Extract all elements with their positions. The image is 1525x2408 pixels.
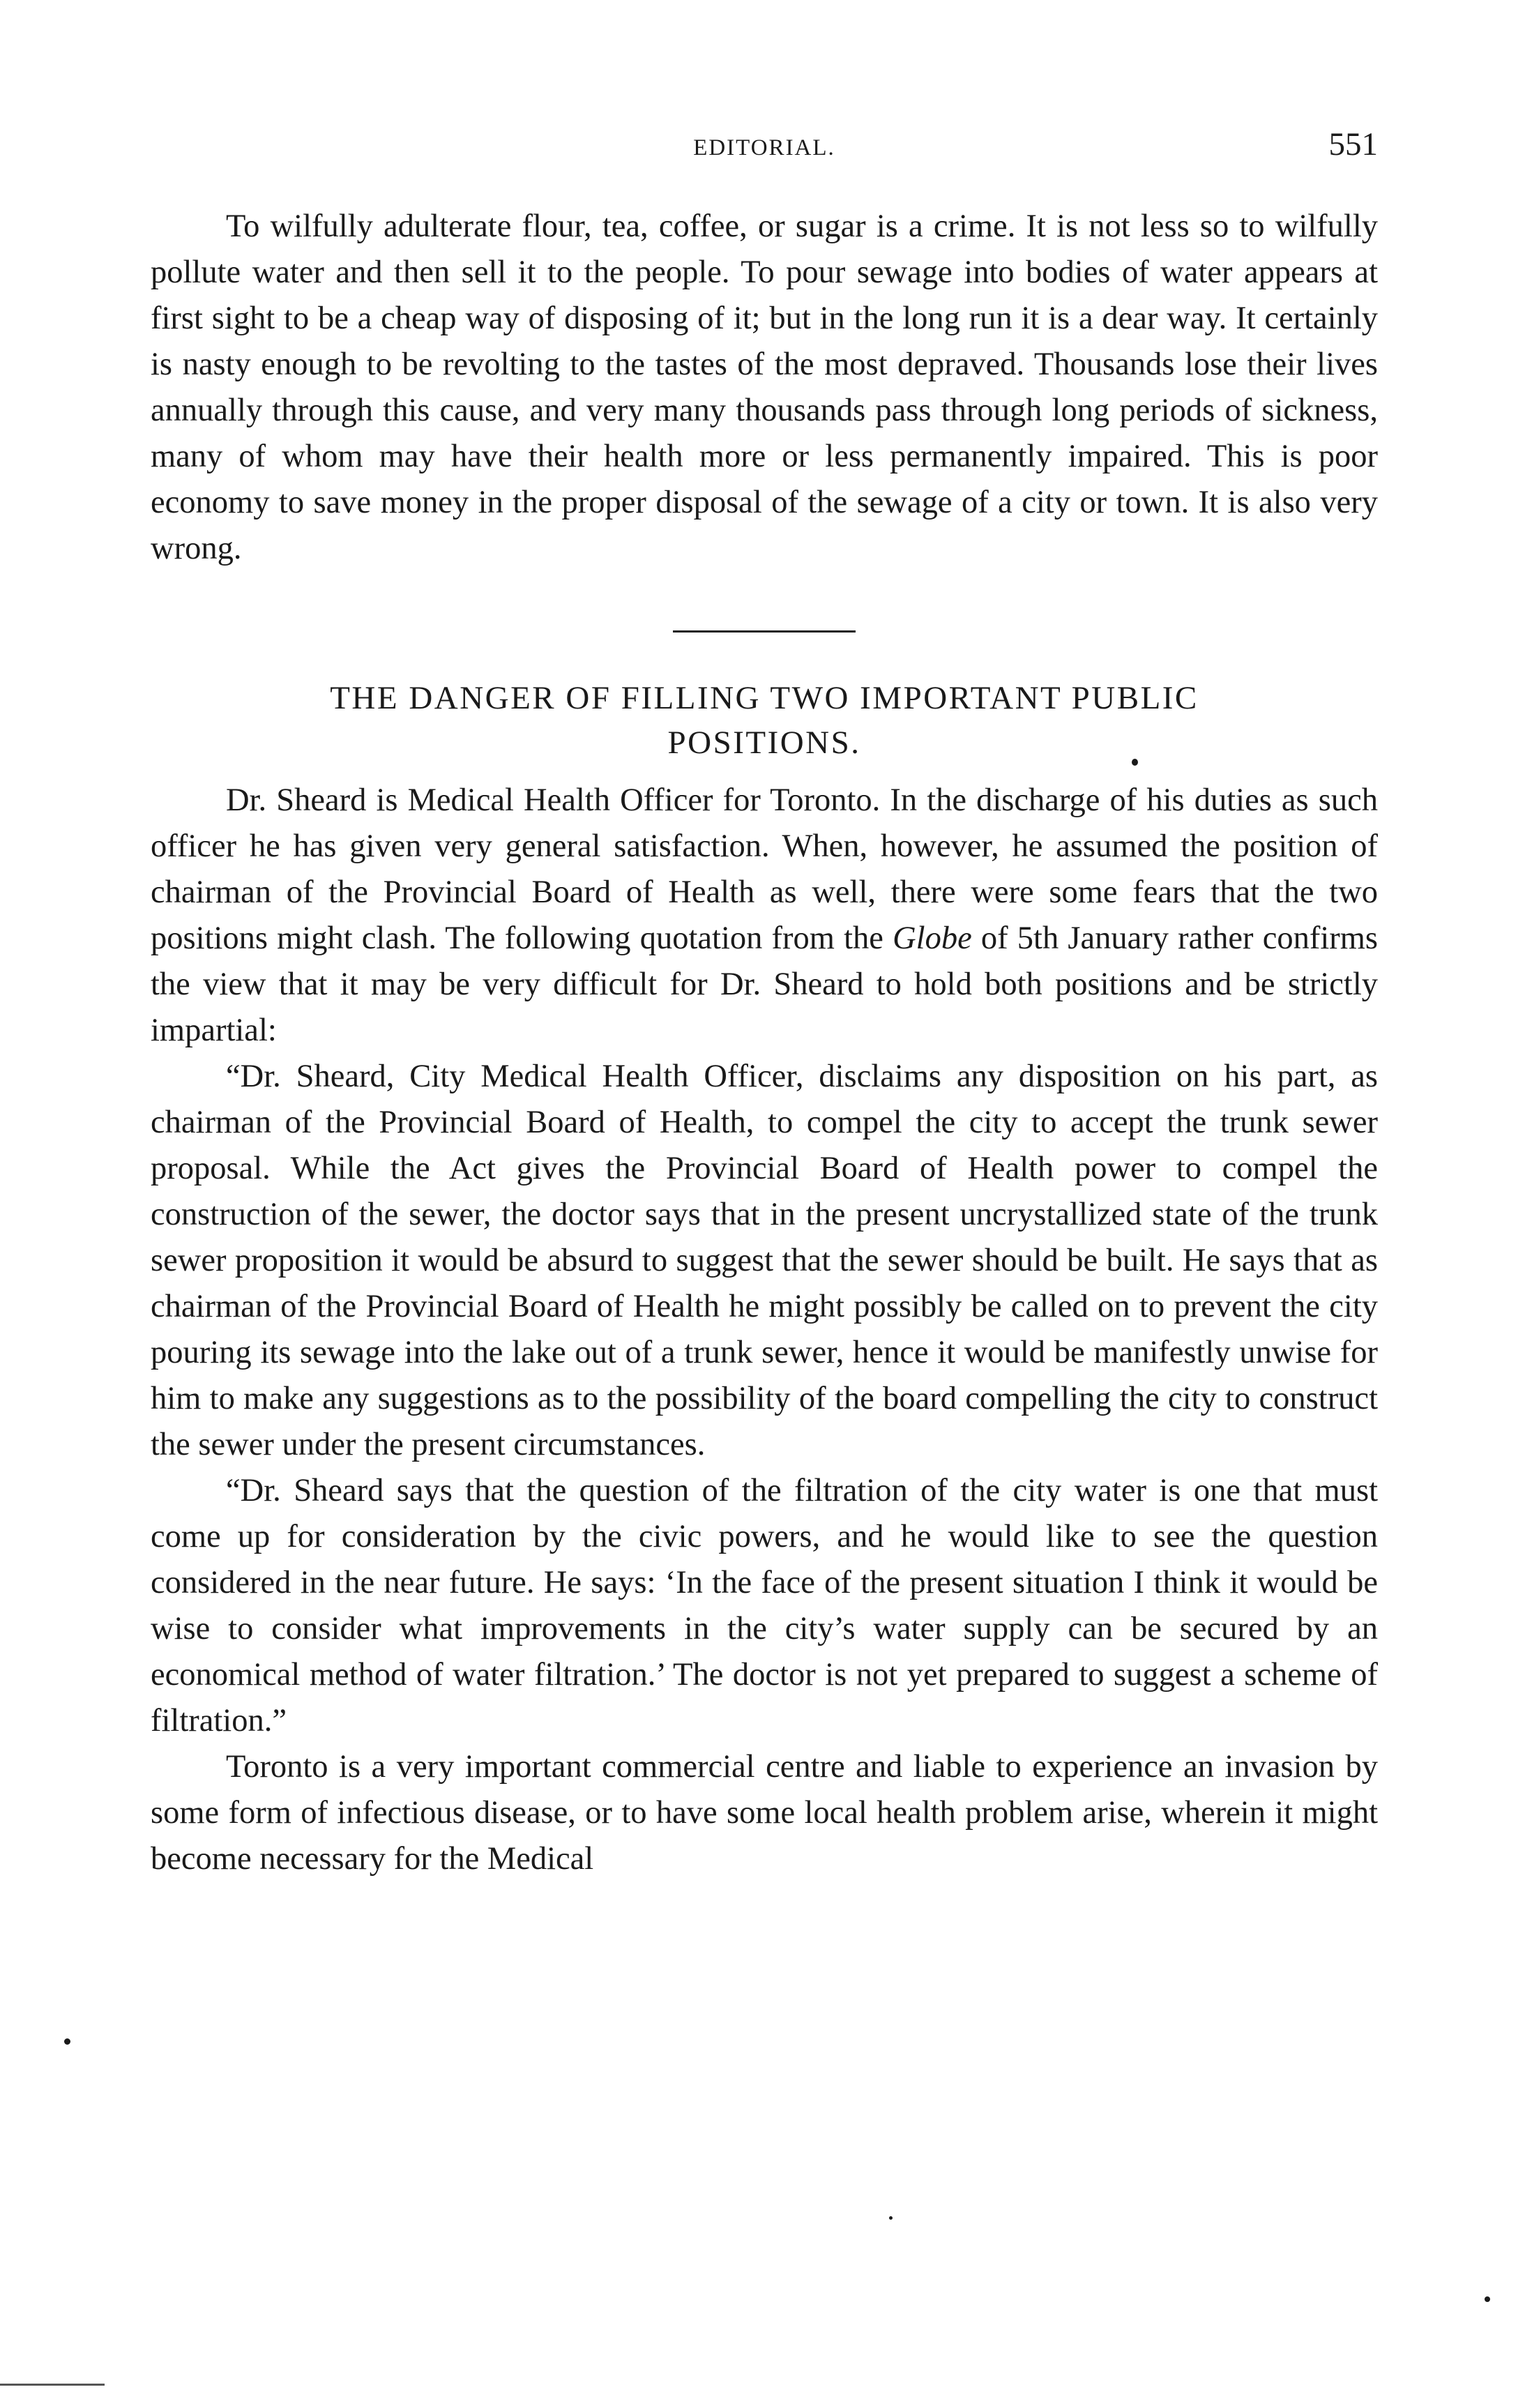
publication-name: Globe <box>893 921 972 956</box>
scan-edge-line <box>0 2384 105 2386</box>
paragraph-1-text-before: Dr. Sheard is Medical Health Officer for Toronto. In the discharge of his duties as such officer he has given very general satisfaction. When, however, he assumed the position of chairman of the Provincial Board of Health as well, there were some fears that the two positions might clash. The following quotation from the <box>151 782 1378 956</box>
page-number: 551 <box>1328 126 1378 162</box>
article-paragraph-last: Toronto is a very important commercial centre and liable to experience an invasion by some form of infectious disease, or to have some local health problem arise, wherein it might become necessary for the Medical <box>151 1749 1378 1877</box>
quote-paragraph-1: “Dr. Sheard, City Medical Health Officer, disclaims any disposition on his part, as chairman of the Provincial Board of Health, to compel the city to accept the trunk sewer proposal. While the Act gives the Provincial Board of Health power to compel the construction of the sewer, the doctor says that in the present uncrystallized state of the trunk sewer proposition it would be absurd to suggest that the sewer should be built. He says that as chairman of the Provincial Board of Health he might possibly be called on to prevent the city pouring its sewage into the lake out of a trunk sewer, hence it would be manifestly unwise for him to make any suggestions as to the possibility of the board compelling the city to construct the sewer under the present circumstances. <box>151 1059 1378 1462</box>
article-title-line-1: THE DANGER OF FILLING TWO IMPORTANT PUBLIC <box>330 680 1199 716</box>
scan-speck <box>1485 2296 1490 2302</box>
article-title-line-2: POSITIONS. <box>667 725 861 761</box>
scan-speck <box>889 2216 893 2220</box>
intro-paragraph: To wilfully adulterate flour, tea, coffee, or sugar is a crime. It is not less so to wilfully pollute water and then sell it to the people. To pour sewage into bodies of water appears at first sight to be a cheap way of disposing of it; but in the long run it is a dear way. It certainly is nasty enough to be revolting to the tastes of the most depraved. Thousands lose their lives annually through this cause, and very many thousands pass through long periods of sickness, many of whom may have their health more or less permanently impaired. This is poor economy to save money in the proper disposal of the sewage of a city or town. It is also very wrong. <box>151 209 1378 566</box>
page <box>151 126 1378 1882</box>
running-title: EDITORIAL. <box>693 135 835 160</box>
scan-speck <box>64 2038 70 2045</box>
article-title <box>151 676 1378 765</box>
paragraph-1-text-after: of 5th January rather confirms the view that it may be very difficult for Dr. Sheard to hold both positions and be strictly impartial: <box>151 921 1379 1048</box>
running-head <box>151 126 1378 174</box>
section-divider <box>673 630 856 633</box>
scan-speck <box>1132 759 1138 766</box>
article-paragraph-1 <box>151 778 1378 1054</box>
quote-paragraph-2: “Dr. Sheard says that the question of the filtration of the city water is one that must come up for consideration by the civic powers, and he would like to see the question considered in the near future. He says: ‘In the face of the present situation I think it would be wise to consider what improvements in the city’s water supply can be secured by an economical method of water filtration.’ The doctor is not yet prepared to suggest a scheme of filtration.” <box>151 1473 1378 1739</box>
